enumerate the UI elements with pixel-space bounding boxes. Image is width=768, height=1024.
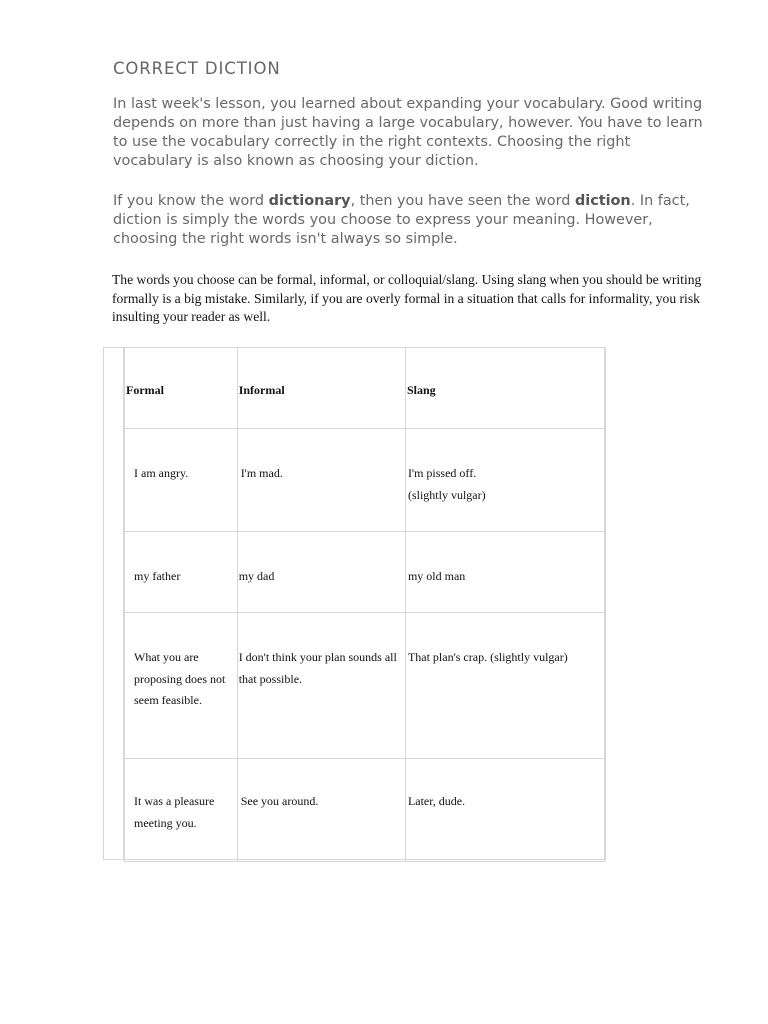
table-row bbox=[125, 429, 605, 532]
slang-text: my old man bbox=[407, 569, 466, 583]
formal-text: It was a pleasure meeting you. bbox=[134, 794, 215, 830]
diction-table-container bbox=[103, 347, 606, 860]
header-cell-formal bbox=[125, 348, 238, 429]
informal-text: I'm mad. bbox=[240, 466, 283, 480]
slang-cell bbox=[405, 613, 604, 759]
slang-note: (slightly vulgar) bbox=[407, 487, 486, 502]
informal-cell bbox=[237, 532, 405, 613]
formal-text: I am angry. bbox=[134, 466, 189, 480]
formal-text: What you are proposing does not seem feasible. bbox=[134, 650, 226, 707]
table-row bbox=[125, 759, 605, 862]
slang-cell bbox=[405, 759, 604, 862]
formal-text: my father bbox=[134, 569, 181, 583]
dictionary-term: dictionary bbox=[268, 193, 351, 209]
informal-text: my dad bbox=[238, 569, 275, 583]
diction-table bbox=[124, 347, 605, 862]
formal-cell bbox=[125, 613, 238, 759]
header-informal: Informal bbox=[238, 383, 285, 397]
slang-block bbox=[406, 429, 604, 506]
slang-text: Later, dude. bbox=[407, 794, 466, 808]
header-cell-informal bbox=[237, 348, 405, 429]
table-header-row bbox=[125, 348, 605, 429]
slang-text: That plan's crap. (slightly vulgar) bbox=[407, 650, 568, 664]
diction-term: diction bbox=[574, 193, 631, 209]
header-cell-slang bbox=[405, 348, 604, 429]
diction-paragraph-text: . In fact, diction is simply the words you choose to express your meaning. However, choosing the right words isn't always so simple. bbox=[113, 193, 690, 247]
informal-text: I don't think your plan sounds all that possible. bbox=[238, 650, 397, 686]
header-slang: Slang bbox=[406, 383, 436, 397]
informal-cell bbox=[237, 613, 405, 759]
informal-cell bbox=[237, 429, 405, 532]
formal-cell bbox=[125, 429, 238, 532]
slang-cell bbox=[405, 429, 604, 532]
diction-paragraph-text: , then you have seen the word bbox=[350, 193, 575, 209]
formal-cell bbox=[125, 532, 238, 613]
table-row bbox=[125, 613, 605, 759]
page-title: CORRECT DICTION bbox=[113, 59, 281, 78]
register-paragraph: The words you choose can be formal, informal, or colloquial/slang. Using slang when you should be writing formally is a big mistake. Similarly, if you are overly formal in a situation that calls for informality, you risk insulting your reader as well. bbox=[112, 272, 702, 324]
diction-paragraph-text: If you know the word bbox=[113, 193, 269, 209]
table-row bbox=[125, 532, 605, 613]
informal-cell bbox=[237, 759, 405, 862]
header-formal: Formal bbox=[126, 383, 164, 397]
intro-paragraph: In last week's lesson, you learned about expanding your vocabulary. Good writing depends on more than just having a large vocabulary, however. You have to learn to use the vocabulary correctly in the right contexts. Choosing the right vocabulary is also known as choosing your diction. bbox=[113, 96, 703, 169]
slang-text: I'm pissed off. bbox=[407, 466, 477, 480]
diction-paragraph bbox=[113, 192, 713, 249]
formal-cell bbox=[125, 759, 238, 862]
slang-cell bbox=[405, 532, 604, 613]
informal-text: See you around. bbox=[240, 794, 319, 808]
